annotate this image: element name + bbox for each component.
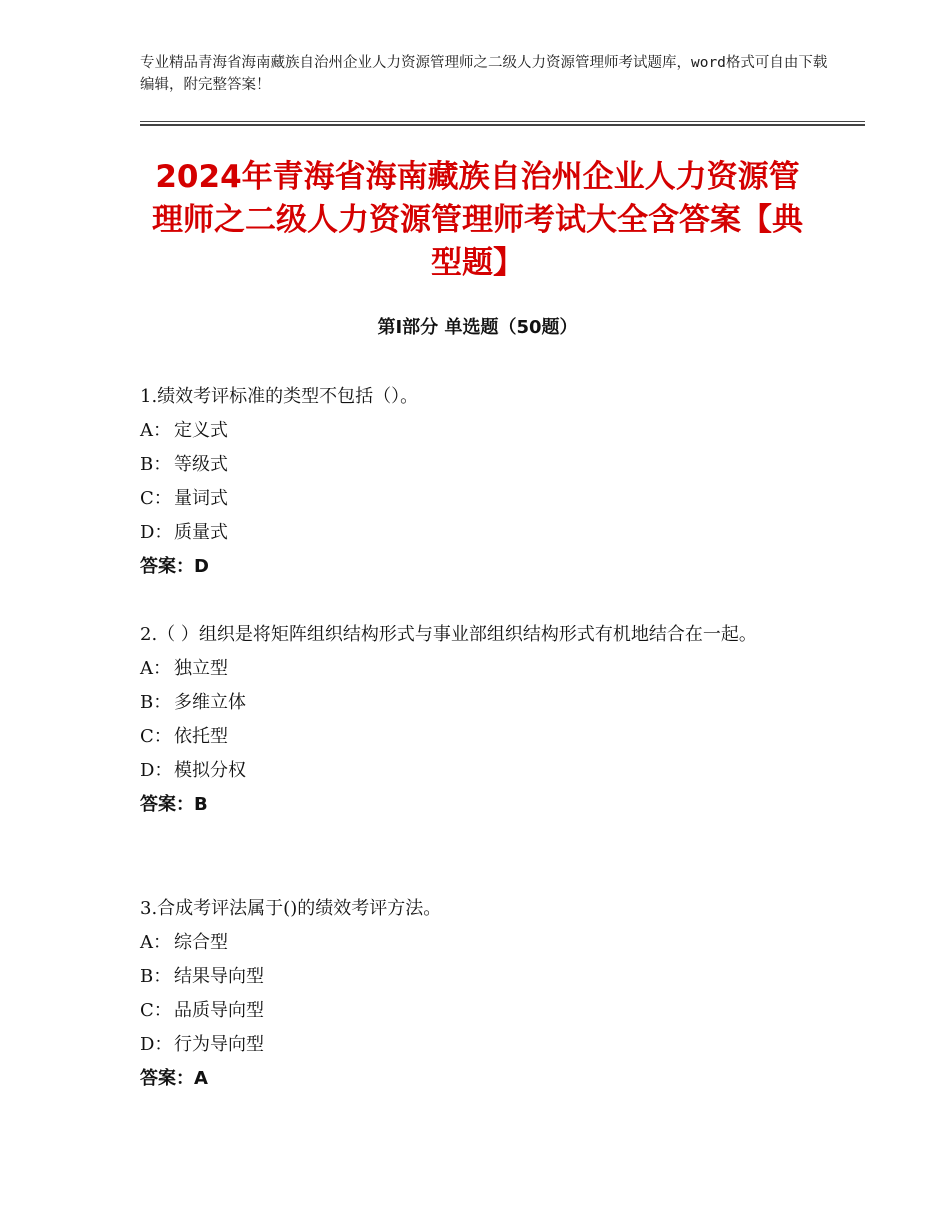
question-1 <box>140 380 820 584</box>
option-letter: B： <box>140 454 172 475</box>
option-text: 多维立体 <box>174 692 246 713</box>
option-text: 依托型 <box>174 726 228 747</box>
option-a <box>140 652 820 686</box>
option-text: 综合型 <box>174 932 228 953</box>
option-c <box>140 994 820 1028</box>
answer-label: 答案：B <box>140 794 208 815</box>
option-a <box>140 414 820 448</box>
option-d <box>140 516 820 550</box>
option-d <box>140 1028 820 1062</box>
option-c <box>140 720 820 754</box>
option-text: 独立型 <box>174 658 228 679</box>
option-letter: C： <box>140 1000 172 1021</box>
option-letter: D： <box>140 522 173 543</box>
question-stem: 3.合成考评法属于()的绩效考评方法。 <box>140 898 442 919</box>
option-letter: C： <box>140 726 172 747</box>
header-divider-thin <box>140 121 865 122</box>
header-note: 专业精品青海省海南藏族自治州企业人力资源管理师之二级人力资源管理师考试题库，word格式可自由下载编辑，附完整答案！ <box>140 55 828 93</box>
option-letter: B： <box>140 966 172 987</box>
option-letter: A： <box>140 658 171 679</box>
option-letter: C： <box>140 488 172 509</box>
option-c <box>140 482 820 516</box>
option-d <box>140 754 820 788</box>
option-b <box>140 686 820 720</box>
section-heading: 第Ⅰ部分 单选题（50题） <box>377 317 578 338</box>
option-letter: D： <box>140 760 173 781</box>
option-text: 结果导向型 <box>174 966 264 987</box>
question-2 <box>140 618 820 822</box>
option-text: 量词式 <box>174 488 228 509</box>
option-text: 品质导向型 <box>174 1000 264 1021</box>
option-text: 等级式 <box>174 454 228 475</box>
option-letter: A： <box>140 420 171 441</box>
question-stem: 1.绩效考评标准的类型不包括（）。 <box>140 386 419 407</box>
answer-label: 答案：D <box>140 556 209 577</box>
question-stem: 2.（ ）组织是将矩阵组织结构形式与事业部组织结构形式有机地结合在一起。 <box>140 624 757 645</box>
option-b <box>140 448 820 482</box>
answer-label: 答案：A <box>140 1068 208 1089</box>
document-title: 2024年青海省海南藏族自治州企业人力资源管理师之二级人力资源管理师考试大全含答案【典型题】 <box>152 159 803 281</box>
option-text: 行为导向型 <box>174 1034 264 1055</box>
option-text: 模拟分权 <box>174 760 246 781</box>
header-divider-thick <box>140 124 865 126</box>
option-text: 定义式 <box>174 420 228 441</box>
question-3 <box>140 892 820 1096</box>
option-letter: A： <box>140 932 171 953</box>
option-a <box>140 926 820 960</box>
option-text: 质量式 <box>174 522 228 543</box>
option-letter: B： <box>140 692 172 713</box>
option-letter: D： <box>140 1034 173 1055</box>
option-b <box>140 960 820 994</box>
